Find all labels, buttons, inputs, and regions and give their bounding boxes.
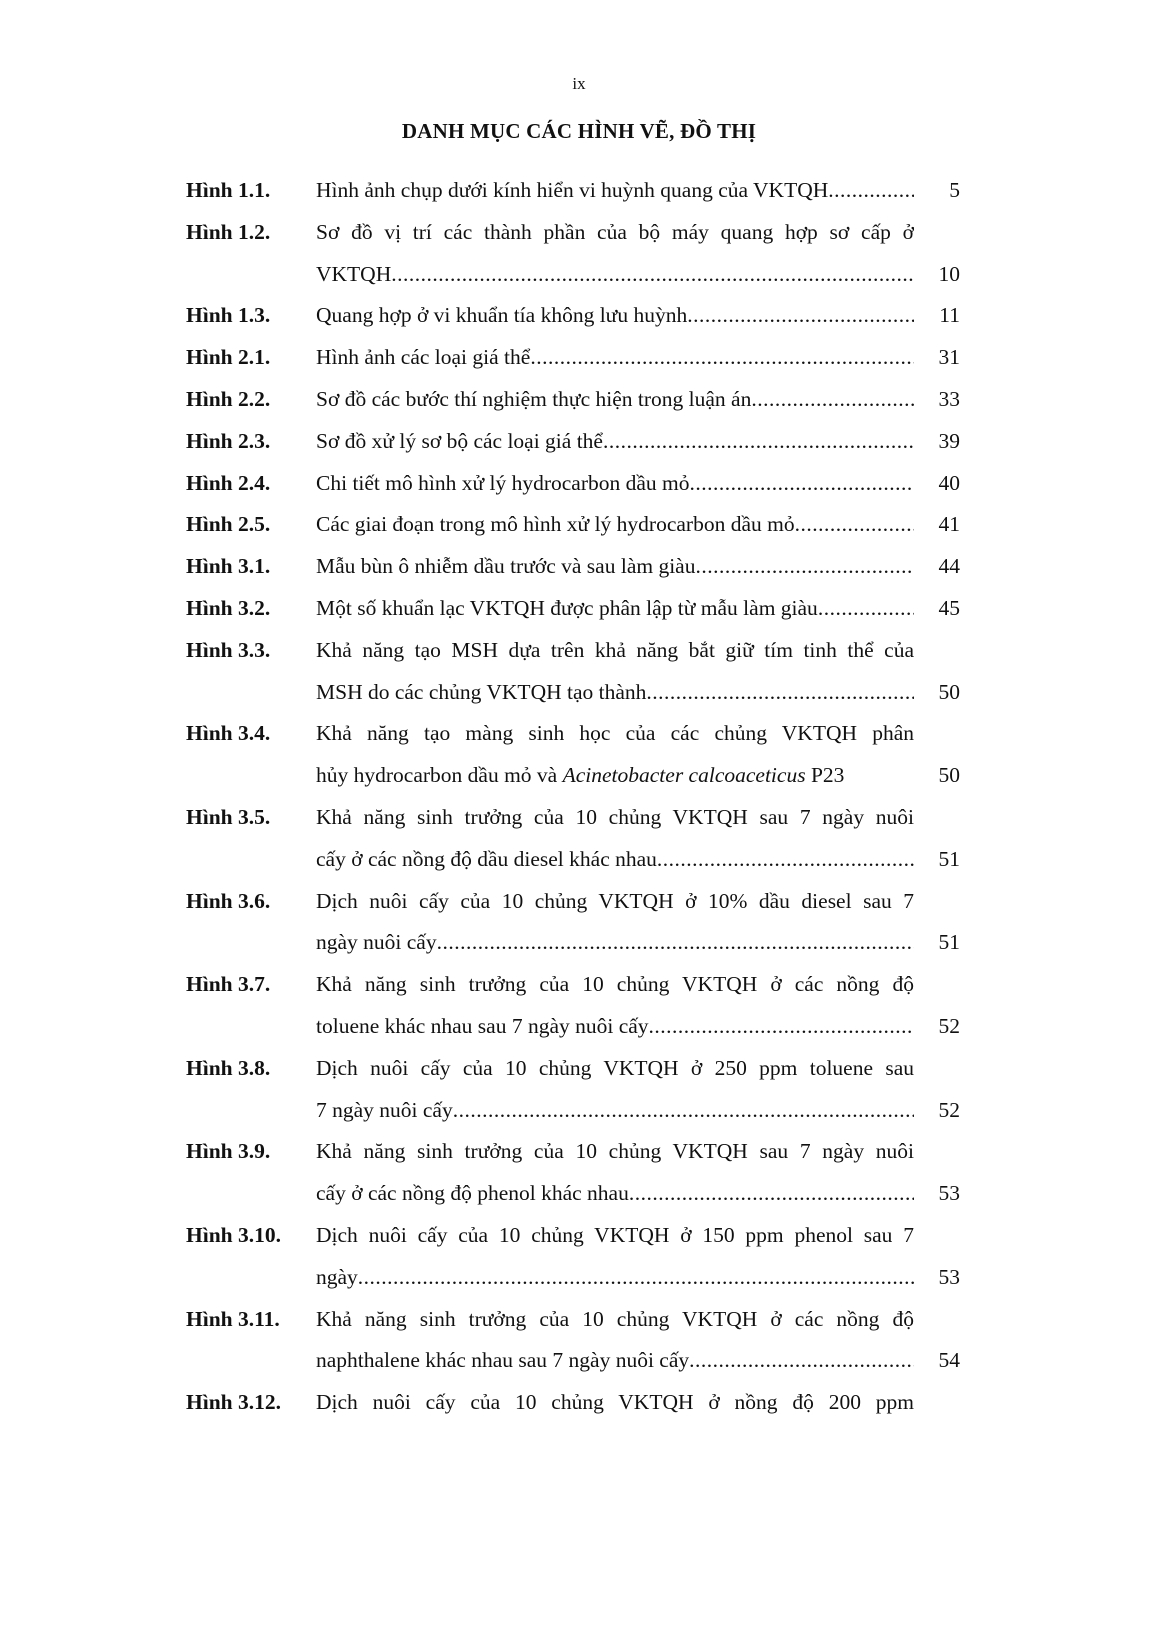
page-ref: 31 [938, 345, 960, 370]
entry-line [0, 212, 1158, 254]
figure-label: Hình 3.9. [186, 1139, 271, 1164]
figure-label: Hình 3.6. [186, 888, 271, 913]
figure-entry[interactable] [0, 463, 1158, 505]
dot-leader [690, 463, 914, 505]
figure-entry[interactable] [0, 546, 1158, 588]
figure-caption: Khả năng sinh trưởng của 10 chủng VKTQH sau 7 ngày nuôi [316, 1139, 914, 1164]
page-title: DANH MỤC CÁC HÌNH VẼ, ĐỒ THỊ [401, 119, 757, 143]
entry-line [0, 463, 1158, 505]
figure-caption: MSH do các chủng VKTQH tạo thành [316, 679, 647, 704]
figure-caption: Sơ đồ vị trí các thành phần của bộ máy quang hợp sơ cấp ở [316, 219, 914, 244]
figure-caption-last-line [316, 588, 914, 630]
figure-caption-last-line [316, 839, 914, 881]
figure-caption-last-line [316, 170, 914, 212]
entry-line [0, 170, 1158, 212]
figure-label: Hình 3.7. [186, 972, 271, 997]
figure-caption: cấy ở các nồng độ dầu diesel khác nhau [316, 846, 657, 871]
figure-label: Hình 3.4. [186, 721, 271, 746]
page-ref: 50 [938, 679, 960, 704]
entry-line [0, 1299, 1158, 1341]
figure-caption: Khả năng sinh trưởng của 10 chủng VKTQH ở các nồng độ [316, 1306, 914, 1331]
figure-entry[interactable] [0, 713, 1158, 797]
figure-caption: Hình ảnh chụp dưới kính hiển vi huỳnh quang của VKTQH [316, 178, 829, 202]
entry-line [0, 839, 1158, 881]
dot-leader [828, 170, 914, 212]
figure-caption: toluene khác nhau sau 7 ngày nuôi cấy [316, 1013, 649, 1038]
figure-entry[interactable] [0, 170, 1158, 212]
entry-line [0, 1257, 1158, 1299]
entry-line [0, 379, 1158, 421]
entry-line [0, 881, 1158, 923]
figure-label: Hình 2.4. [186, 470, 271, 495]
figure-caption-last-line [316, 463, 914, 505]
dot-leader [689, 1340, 914, 1382]
figure-entry[interactable] [0, 212, 1158, 296]
figure-entry[interactable] [0, 1299, 1158, 1383]
dot-leader [646, 672, 914, 714]
dot-leader [795, 504, 914, 546]
figure-caption: Dịch nuôi cấy của 10 chủng VKTQH ở 150 ppm phenol sau 7 [316, 1222, 914, 1247]
figure-caption-last-line [316, 546, 914, 588]
page-ref: 41 [938, 512, 960, 537]
page-ref: 51 [938, 846, 960, 871]
entry-line [0, 1215, 1158, 1257]
figure-caption: naphthalene khác nhau sau 7 ngày nuôi cấy [316, 1348, 690, 1373]
figure-caption-last-line [316, 1006, 914, 1048]
page-ref: 40 [938, 470, 960, 495]
figure-entry[interactable] [0, 504, 1158, 546]
page-ref: 11 [939, 303, 960, 328]
species-name: Acinetobacter calcoaceticus [562, 763, 806, 788]
figure-caption: Sơ đồ xử lý sơ bộ các loại giá thể [316, 428, 603, 453]
figure-caption: Dịch nuôi cấy của 10 chủng VKTQH ở nồng độ 200 ppm [316, 1390, 914, 1415]
figure-label: Hình 2.3. [186, 428, 271, 453]
figure-caption: Các giai đoạn trong mô hình xử lý hydrocarbon dầu mỏ [316, 512, 795, 537]
page-ref: 52 [938, 1097, 960, 1122]
figure-label: Hình 3.1. [186, 554, 271, 579]
figure-caption-last-line [316, 1090, 914, 1132]
page-number: ix [572, 74, 586, 93]
entry-line [0, 1173, 1158, 1215]
entry-line [0, 672, 1158, 714]
entry-line [0, 922, 1158, 964]
entry-line [0, 1131, 1158, 1173]
figure-caption: Mẫu bùn ô nhiễm dầu trước và sau làm giàu [316, 554, 696, 579]
dot-leader [818, 588, 914, 630]
dot-leader [687, 295, 914, 337]
figure-caption-last-line [316, 295, 914, 337]
page-ref: 53 [938, 1181, 960, 1206]
figure-label: Hình 2.1. [186, 345, 271, 370]
figure-caption: ngày [316, 1264, 358, 1289]
figure-label: Hình 3.3. [186, 637, 271, 662]
figure-caption: Khả năng sinh trưởng của 10 chủng VKTQH ở các nồng độ [316, 972, 914, 997]
figure-caption: Quang hợp ở vi khuẩn tía không lưu huỳnh [316, 303, 688, 328]
entry-line [0, 797, 1158, 839]
dot-leader [358, 1257, 914, 1299]
figure-caption-last-line [316, 421, 914, 463]
page-ref: 44 [938, 554, 960, 579]
figure-caption-last-line [316, 1340, 914, 1382]
dot-leader [453, 1090, 914, 1132]
figure-caption: VKTQH [316, 261, 392, 286]
figure-caption: Khả năng tạo màng sinh học của các chủng VKTQH phân [316, 721, 914, 746]
dot-leader [629, 1173, 914, 1215]
figure-caption: Hình ảnh các loại giá thể [316, 345, 531, 370]
page-ref: 5 [949, 178, 960, 202]
figure-caption-last-line [316, 1257, 914, 1299]
entry-line [0, 1090, 1158, 1132]
figure-entry[interactable] [0, 964, 1158, 1048]
figure-entry[interactable] [0, 797, 1158, 881]
figure-caption: 7 ngày nuôi cấy [316, 1097, 453, 1122]
entry-line [0, 254, 1158, 296]
entry-line [0, 755, 1158, 797]
entry-line [0, 421, 1158, 463]
figure-entry[interactable] [0, 421, 1158, 463]
entry-line [0, 337, 1158, 379]
figure-caption: cấy ở các nồng độ phenol khác nhau [316, 1181, 629, 1206]
figure-caption: Chi tiết mô hình xử lý hydrocarbon dầu mỏ [316, 470, 690, 495]
figure-label: Hình 1.3. [186, 303, 271, 328]
entry-line [0, 1382, 1158, 1424]
figure-label: Hình 3.2. [186, 595, 271, 620]
figure-entry[interactable] [0, 337, 1158, 379]
entry-line [0, 964, 1158, 1006]
entry-line [0, 713, 1158, 755]
entry-line [0, 504, 1158, 546]
page-ref: 39 [938, 428, 960, 453]
dot-leader [751, 379, 914, 421]
figure-caption: ngày nuôi cấy [316, 930, 437, 955]
dot-leader [437, 922, 914, 964]
figure-label: Hình 3.12. [186, 1390, 281, 1415]
figure-label: Hình 3.5. [186, 804, 271, 829]
page-ref: 10 [938, 261, 960, 286]
figure-caption-last-line [316, 1173, 914, 1215]
figure-list [0, 170, 1158, 1424]
figure-label: Hình 2.2. [186, 386, 271, 411]
page-ref: 54 [938, 1348, 960, 1373]
entry-line [0, 295, 1158, 337]
figure-entry[interactable] [0, 630, 1158, 714]
figure-caption-last-line [316, 337, 914, 379]
figure-caption-last-line [316, 922, 914, 964]
figure-caption: Dịch nuôi cấy của 10 chủng VKTQH ở 250 ppm toluene sau [316, 1055, 914, 1080]
figure-caption-last-line [316, 504, 914, 546]
dot-leader [603, 421, 914, 463]
figure-entry[interactable] [0, 1215, 1158, 1299]
page-ref: 53 [938, 1264, 960, 1289]
figure-entry[interactable] [0, 1382, 1158, 1424]
figure-entry[interactable] [0, 881, 1158, 965]
figure-label: Hình 2.5. [186, 512, 271, 537]
figure-label: Hình 1.2. [186, 219, 271, 244]
figure-caption-last-line [316, 672, 914, 714]
figure-entry[interactable] [0, 379, 1158, 421]
entry-line [0, 1048, 1158, 1090]
figure-entry[interactable] [0, 588, 1158, 630]
page-ref: 51 [938, 930, 960, 955]
figure-caption: Khả năng sinh trưởng của 10 chủng VKTQH sau 7 ngày nuôi [316, 804, 914, 829]
figure-caption-last-line [316, 254, 914, 296]
strain-code: P23 [805, 763, 845, 788]
entry-line [0, 1006, 1158, 1048]
entry-line [0, 546, 1158, 588]
page-ref: 52 [938, 1013, 960, 1038]
figure-entry[interactable] [0, 1048, 1158, 1132]
page-ref: 50 [938, 763, 960, 788]
figure-caption-last-line [316, 755, 914, 797]
figure-label: Hình 3.11. [186, 1306, 280, 1331]
figure-label: Hình 3.8. [186, 1055, 271, 1080]
figure-label: Hình 3.10. [186, 1222, 281, 1247]
figure-label: Hình 1.1. [186, 178, 271, 202]
figure-caption: hủy hydrocarbon dầu mỏ và [316, 763, 563, 788]
page-ref: 45 [938, 595, 960, 620]
dot-leader [530, 337, 914, 379]
dot-leader [657, 839, 914, 881]
entry-line [0, 1340, 1158, 1382]
dot-leader [649, 1006, 914, 1048]
dot-leader [695, 546, 914, 588]
figure-caption: Sơ đồ các bước thí nghiệm thực hiện trong luận án [316, 386, 752, 411]
figure-caption-last-line [316, 379, 914, 421]
figure-caption: Khả năng tạo MSH dựa trên khả năng bắt giữ tím tinh thể của [316, 637, 914, 662]
entry-line [0, 630, 1158, 672]
entry-line [0, 588, 1158, 630]
page-ref: 33 [938, 386, 960, 411]
figure-entry[interactable] [0, 1131, 1158, 1215]
figure-entry[interactable] [0, 295, 1158, 337]
dot-leader [391, 254, 914, 296]
figure-caption: Một số khuẩn lạc VKTQH được phân lập từ mẫu làm giàu [316, 595, 818, 620]
figure-caption: Dịch nuôi cấy của 10 chủng VKTQH ở 10% dầu diesel sau 7 [316, 888, 914, 913]
